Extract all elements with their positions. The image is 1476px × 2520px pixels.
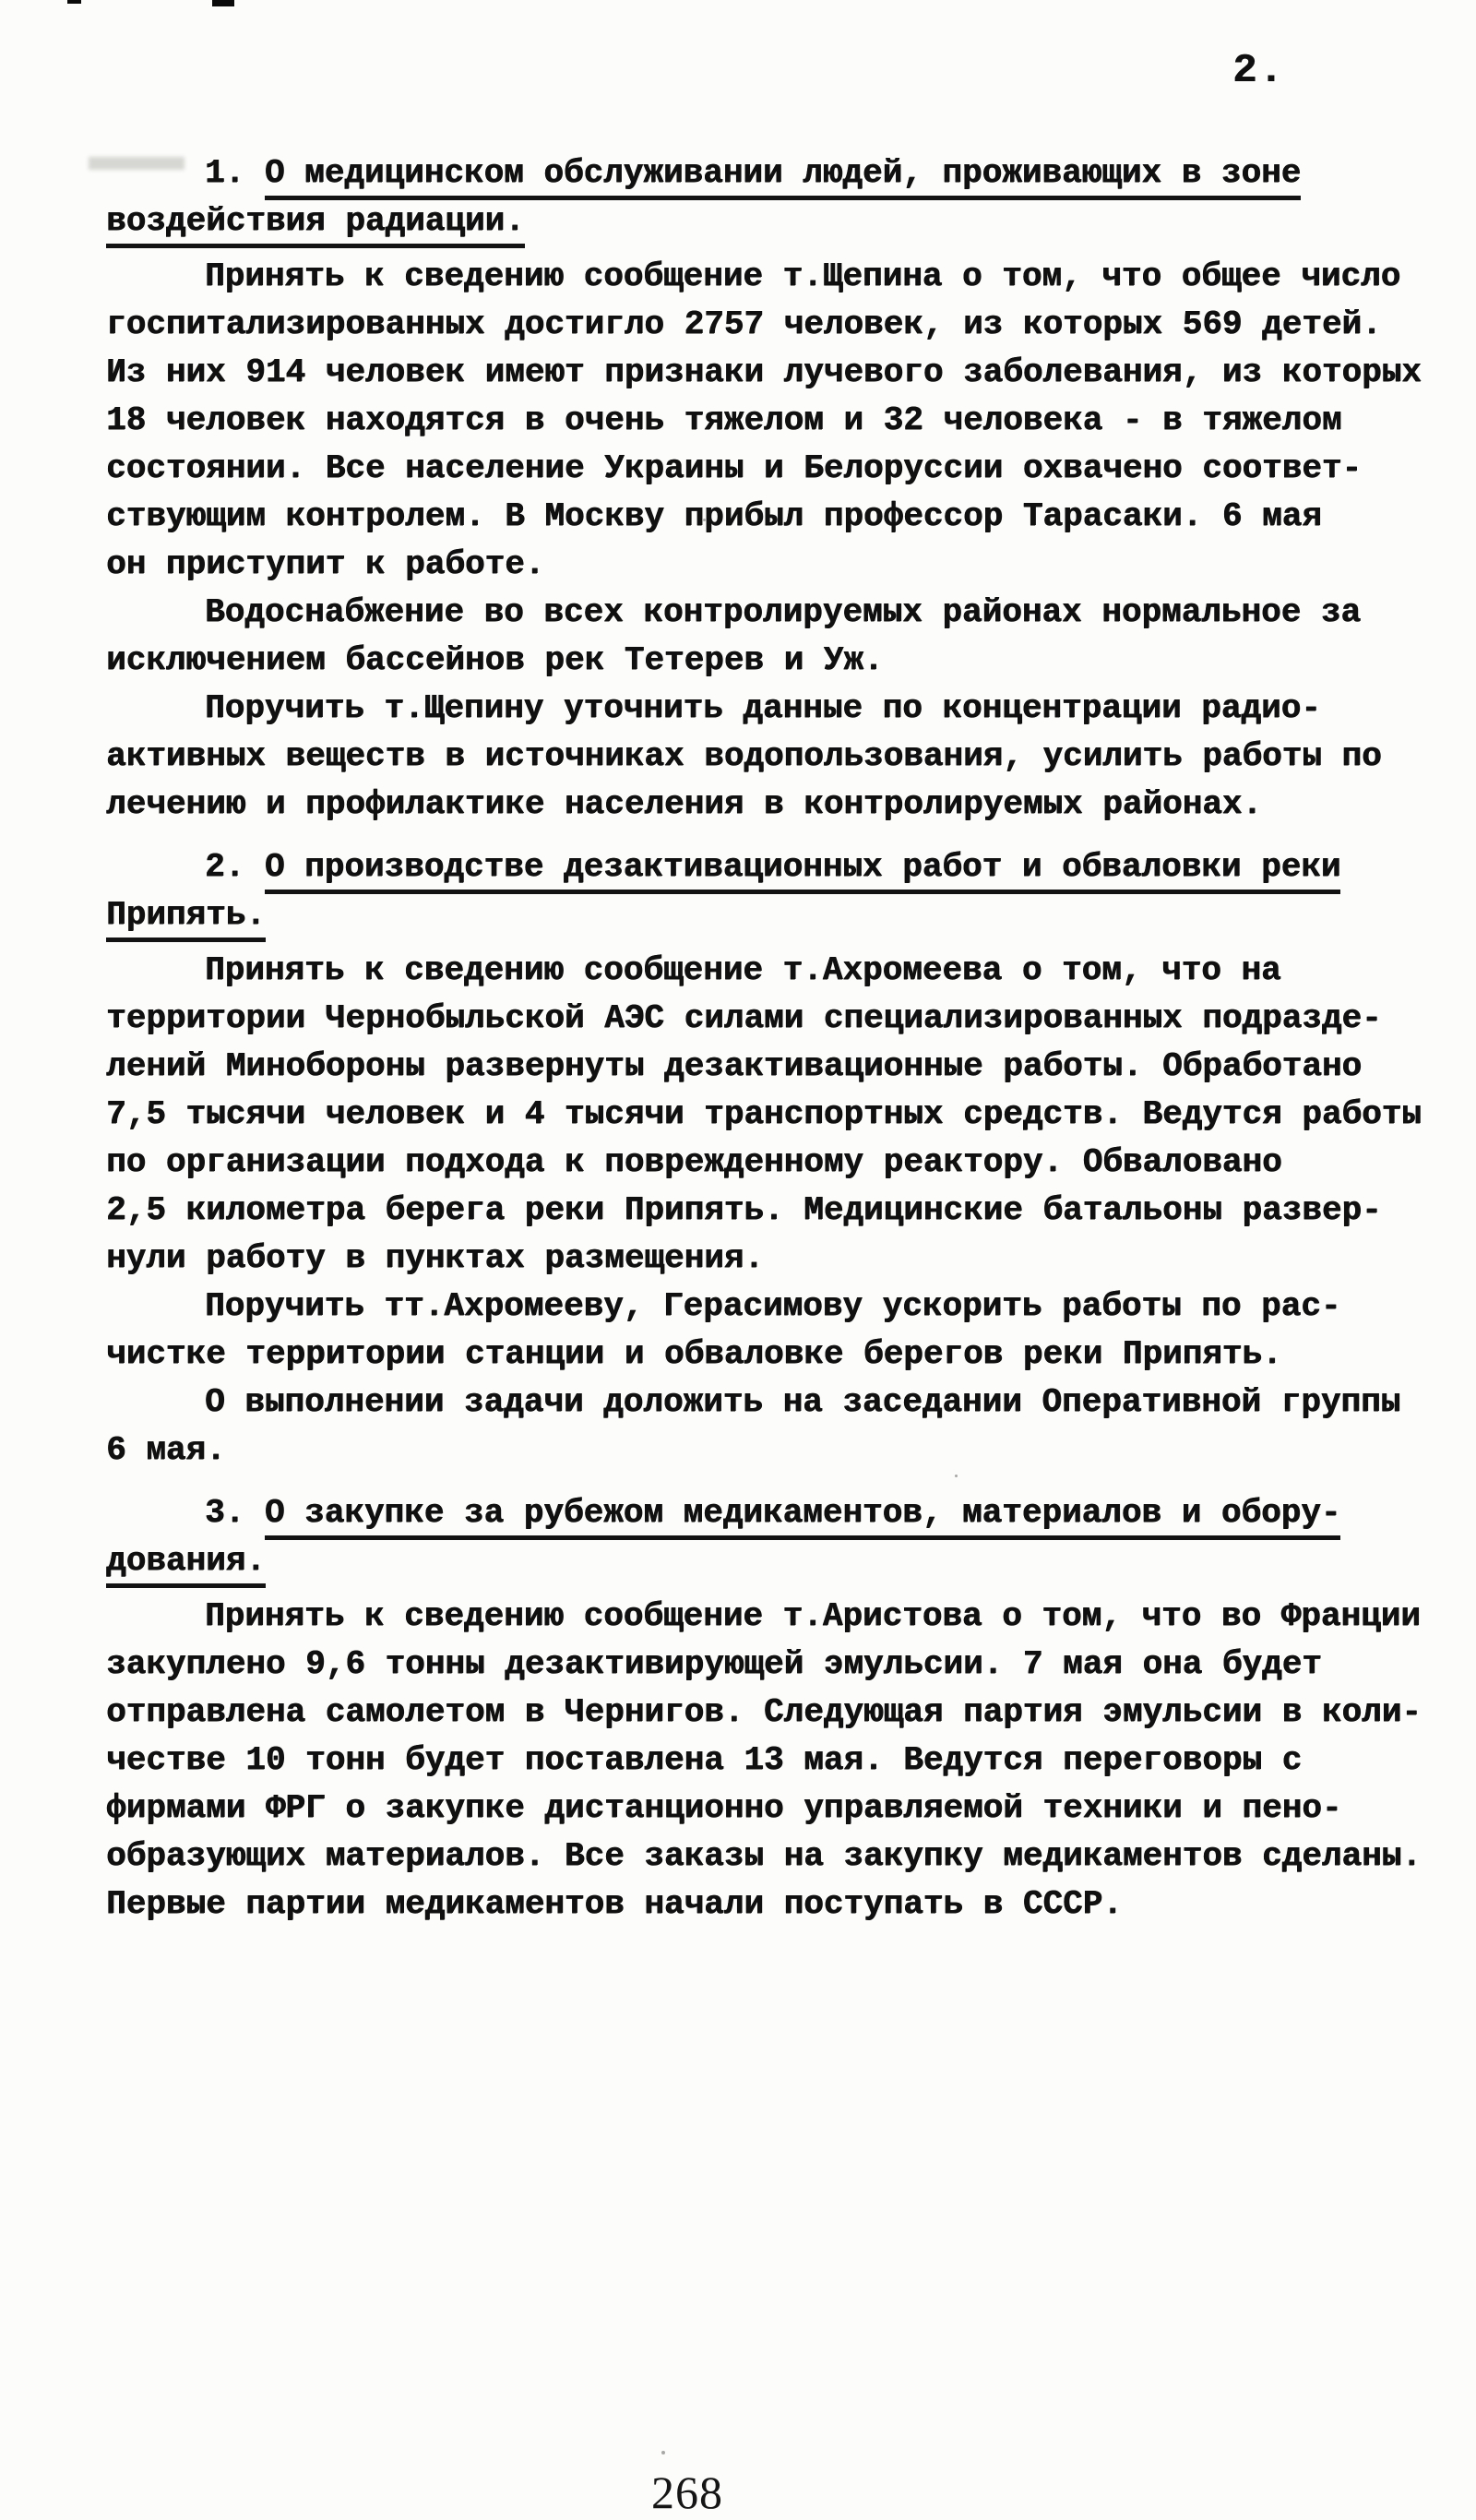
paragraph [106,589,1453,685]
underlined-heading-text: О производстве дезактивационных работ и обваловки реки [265,848,1341,894]
scan-artifact [212,0,234,6]
text-line: Водоснабжение во всех контролируемых районах нормальное за [205,593,1362,631]
text-line: он приступит к работе. [106,545,545,583]
text-line [106,891,1453,939]
text-line [106,149,1453,197]
text-line: Принять к сведению сообщение т.Ахромеева о том, что на [205,951,1281,989]
text-line: фирмами ФРГ о закупке дистанционно управляемой техники и пено- [106,1789,1342,1827]
text-line: 6 мая. [106,1431,226,1469]
text-line: закуплено 9,6 тонны дезактивирующей эмульсии. 7 мая она будет [106,1645,1322,1683]
scan-artifact [67,0,81,4]
text-line: исключением бассейнов рек Тетерев и Уж. [106,641,884,679]
text-line [106,1489,1453,1537]
section-number: 1. [205,154,265,192]
text-line: Принять к сведению сообщение т.Аристова о том, что во Франции [205,1597,1421,1635]
document-body [106,135,1453,1929]
text-line: образующих материалов. Все заказы на закупку медикаментов сделаны. [106,1837,1422,1875]
paragraph [106,253,1453,589]
paragraph [106,947,1453,1283]
text-line: состоянии. Все население Украины и Белоруссии охвачено соответ- [106,449,1363,487]
text-line: Первые партии медикаментов начали поступать в СССР. [106,1885,1123,1923]
text-line: Принять к сведению сообщение т.Щепина о том, что общее число [205,257,1401,295]
text-line: 2,5 километра берега реки Припять. Медицинские батальоны развер- [106,1191,1382,1229]
text-line: 7,5 тысячи человек и 4 тысячи транспортных средств. Ведутся работы [106,1095,1422,1133]
section-number: 2. [205,848,265,886]
underlined-heading-text: дования. [106,1542,266,1588]
underlined-heading-text: Припять. [106,896,266,942]
paragraph [106,1379,1453,1475]
text-line: активных веществ в источниках водопользования, усилить работы по [106,737,1382,775]
section-number: 3. [205,1494,265,1532]
text-line: госпитализированных достигло 2757 человек, из которых 569 детей. [106,305,1382,343]
text-line: по организации подхода к поврежденному реактору. Обваловано [106,1143,1282,1181]
footer-page-number: 268 [651,2466,723,2518]
text-line: лечению и профилактике населения в контролируемых районах. [106,785,1263,823]
text-line: нули работу в пунктах размещения. [106,1239,764,1277]
text-line [106,197,1453,245]
text-line: Поручить т.Щепину уточнить данные по концентрации радио- [205,689,1321,727]
underlined-heading-text: воздействия радиации. [106,202,525,248]
underlined-heading-text: О медицинском обслуживании людей, проживающих в зоне [265,154,1301,200]
text-line: О выполнении задачи доложить на заседании Оперативной группы [205,1383,1401,1421]
text-line: 18 человек находятся в очень тяжелом и 32 человека - в тяжелом [106,401,1342,439]
text-line [106,843,1453,891]
text-line: честве 10 тонн будет поставлена 13 мая. Ведутся переговоры с [106,1741,1303,1779]
text-line [106,1537,1453,1585]
paragraph [106,1283,1453,1379]
text-line: отправлена самолетом в Чернигов. Следующая партия эмульсии в коли- [106,1693,1422,1731]
section-heading [106,149,1453,245]
section-heading [106,1489,1453,1585]
text-line: ствующим контролем. В Москву прибыл профессор Тарасаки. 6 мая [106,497,1322,535]
text-line: лений Минобороны развернуты дезактивационные работы. Обработано [106,1047,1363,1085]
scan-artifact [661,2451,665,2454]
paragraph [106,685,1453,829]
text-line: Поручить тт.Ахромееву, Герасимову ускорить работы по рас- [205,1287,1341,1325]
text-line: чистке территории станции и обваловке берегов реки Припять. [106,1335,1282,1373]
paragraph [106,1593,1453,1929]
page-folio-number: 2. [1232,48,1285,94]
text-line: Из них 914 человек имеют признаки лучевого заболевания, из которых [106,353,1422,391]
underlined-heading-text: О закупке за рубежом медикаментов, материалов и обору- [265,1494,1341,1540]
text-line: территории Чернобыльской АЭС силами специализированных подразде- [106,999,1382,1037]
section-heading [106,843,1453,939]
